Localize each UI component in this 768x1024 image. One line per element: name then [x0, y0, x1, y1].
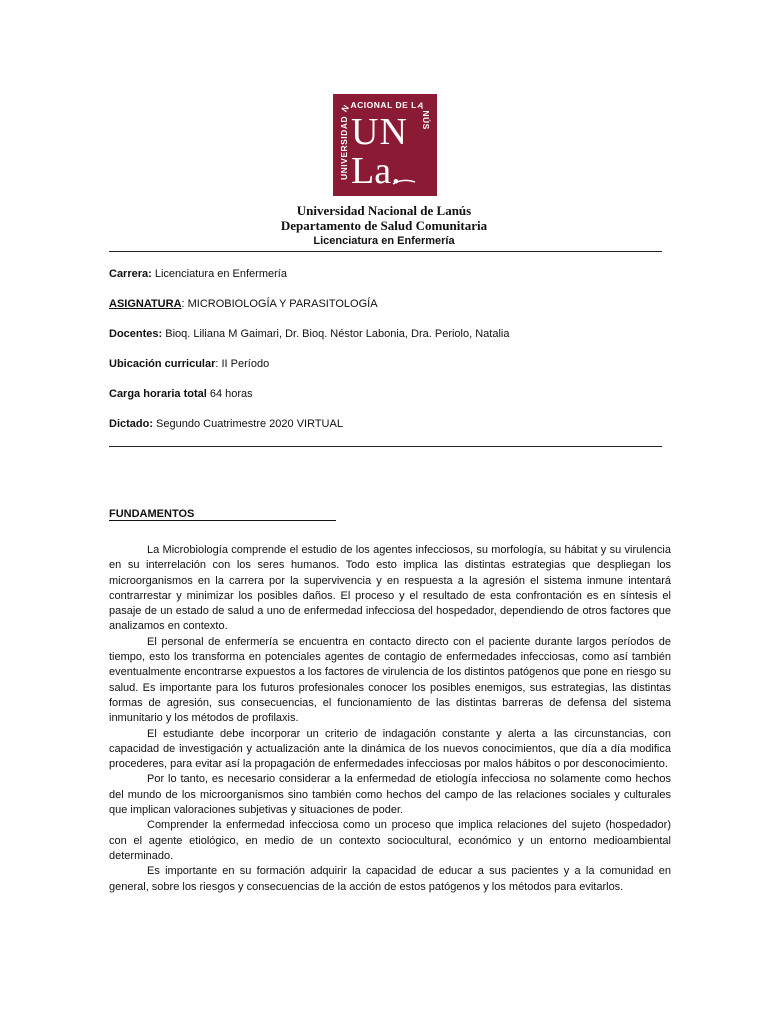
carga-row	[109, 388, 253, 400]
dictado-value: Segundo Cuatrimestre 2020 VIRTUAL	[153, 418, 343, 430]
docentes-row	[109, 328, 509, 340]
fundamentos-body	[109, 543, 671, 895]
carrera-label: Carrera:	[109, 268, 152, 280]
carga-value: 64 horas	[206, 388, 253, 400]
section-title-fundamentos: FUNDAMENTOS	[109, 508, 336, 521]
paragraph: Por lo tanto, es necesario considerar a la enfermedad de etiología infecciosa no solamente como hechos del mundo de los microorganismos sino también como hechos del campo de las relaciones sociales y culturales que implican valoraciones subjetivas y situaciones de poder.	[109, 773, 671, 817]
carrera-row	[109, 268, 287, 280]
university-logo	[333, 94, 437, 196]
ubicacion-value: : II Período	[215, 358, 270, 370]
logo-vertical-text: UNIVERSIDAD NACIONAL DE LANÚS	[339, 99, 431, 180]
docentes-label: Docentes:	[109, 328, 163, 340]
bottom-divider	[109, 446, 662, 447]
dictado-row	[109, 418, 343, 430]
paragraph: La Microbiología comprende el estudio de los agentes infecciosos, su morfología, su hábitat y su virulencia en su interrelación con los seres humanos. Todo esto implica las distintas estrategias que despliegan los microorganismos en la carrera por la supervivencia y en respuesta a la agresión el sistema inmune intentará contrarrestar y minimizar los posibles daños. El proceso y el resultado de esta confrontación es en síntesis el pasaje de un estado de salud a uno de enfermedad infecciosa del hospedador, dependiendo de otros factores que analizamos en contexto.	[109, 544, 671, 633]
carga-label: Carga horaria total	[109, 388, 207, 400]
department-name: Departamento de Salud Comunitaria	[280, 218, 488, 233]
paragraph: Comprender la enfermedad infecciosa como un proceso que implica relaciones del sujeto (hospedador) con el agente etiológico, en medio de un contexto sociocultural, económico y un entorno medioambiental determinado.	[109, 819, 671, 862]
program-name: Licenciatura en Enfermería	[313, 235, 455, 247]
logo-la-text: La.	[351, 150, 401, 192]
dictado-label: Dictado:	[109, 418, 153, 430]
logo-un-text: UN	[351, 111, 408, 153]
paragraph: Es importante en su formación adquirir la capacidad de educar a sus pacientes y a la comunidad en general, sobre los riesgos y consecuencias de la acción de estos patógenos y los métodos para evitarlos.	[109, 865, 671, 893]
paragraph: El personal de enfermería se encuentra en contacto directo con el paciente durante largos períodos de tiempo, esto los transforma en potenciales agentes de contagio de enfermedades infecciosas, como así también eventualmente encontrarse expuestos a los factores de virulencia de los distintos patógenos que pone en riesgo su salud. Es importante para los futuros profesionales conocer los posibles enemigos, sus estrategias, las distintas formas de agresión, sus consecuencias, el funcionamiento de las distintas barreras de defensa del sistema inmunitario y los métodos de profilaxis.	[109, 635, 671, 725]
ubicacion-label: Ubicación curricular	[109, 358, 216, 370]
carrera-value: Licenciatura en Enfermería	[151, 268, 287, 280]
docentes-value: Bioq. Liliana M Gaimari, Dr. Bioq. Néstor Labonia, Dra. Periolo, Natalia	[162, 328, 510, 340]
asignatura-label: ASIGNATURA	[109, 298, 182, 310]
university-name: Universidad Nacional de Lanús	[296, 203, 472, 218]
asignatura-value: : MICROBIOLOGÍA Y PARASITOLOGÍA	[181, 298, 378, 310]
paragraph: El estudiante debe incorporar un criterio de indagación constante y alerta a las circunstancias, con capacidad de investigación y actualización ante la dinámica de los nuevos conocimientos, que día a día modifica procederes, para evitar así la propagación de enfermedades infecciosas por malos hábitos o por desconocimiento.	[109, 727, 671, 771]
ubicacion-row	[109, 358, 269, 370]
top-divider	[109, 251, 662, 252]
asignatura-row	[109, 298, 378, 310]
